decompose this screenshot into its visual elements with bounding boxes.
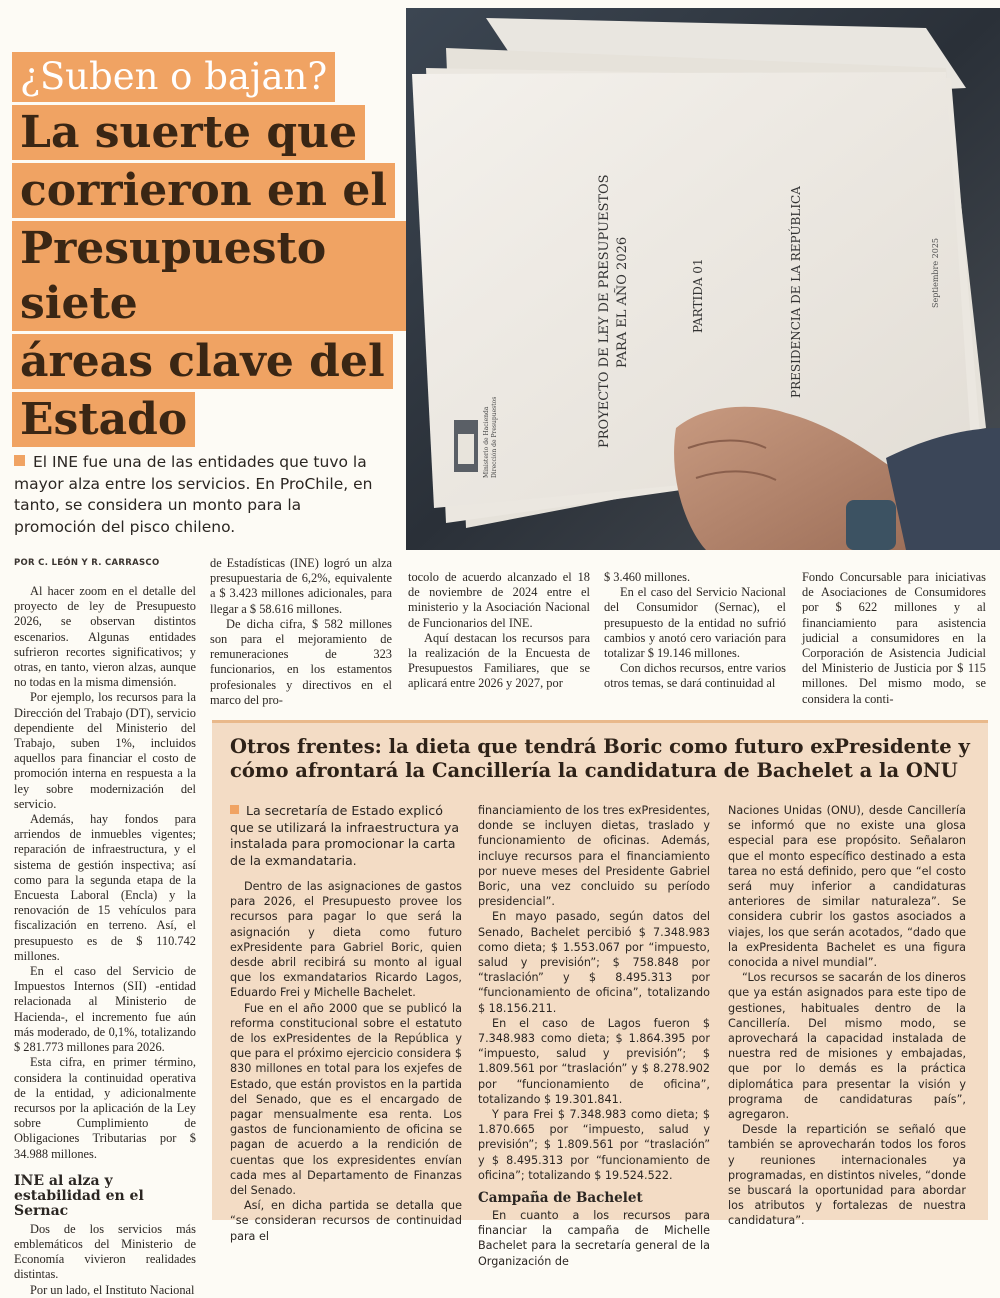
body-column-5 [802, 570, 986, 707]
body-column-3 [408, 570, 590, 692]
paragraph: De dicha cifra, $ 582 millones son para el mejoramiento de remuneraciones de 323 funcionarios, en los estamentos profesionales y directivos en el marco del pro- [210, 616, 392, 707]
box-column-3 [728, 803, 966, 1229]
box-summary-text: La secretaría de Estado explicó que se utilizará la infraestructura ya instalada para promocionar la carta de la exmandataria. [230, 803, 460, 868]
paragraph: Dos de los servicios más emblemáticos del Ministerio de Economía vivieron realidades distintas. [14, 1221, 196, 1282]
paragraph: $ 3.460 millones. [604, 570, 691, 584]
headline-title-line: Presupuesto siete [12, 221, 442, 331]
paragraph: financiamiento de los tres exPresidentes, donde se incluyen dietas, traslado y funcionamiento de oficinas. Además, incluye recursos para el financiamiento por nueve meses del Presidente Gabriel Boric, una vez concluido su período presidencial”. [478, 804, 710, 909]
photo-illustration [406, 8, 1000, 550]
section-subhead: INE al alza y estabilidad en el Sernac [14, 1172, 144, 1219]
article-summary [14, 452, 374, 538]
sidebar-box [212, 720, 988, 1268]
doc-title: PROYECTO DE LEY DE PRESUPUESTOS [597, 174, 612, 448]
paragraph: En el caso de Lagos fueron $ 7.348.983 como dieta; $ 1.864.395 por “impuesto, salud y previsión”; $ 1.809.561 por “traslación” y $ 8.278.902 por “funcionamiento de oficina”, totalizando $ 19.301.841. [478, 1016, 710, 1106]
doc-date: Septiembre 2025 [931, 237, 940, 308]
summary-text: El INE fue una de las entidades que tuvo la mayor alza entre los servicios. En ProChile, en tanto, se considera un monto para la promoción del pisco chileno. [14, 453, 373, 536]
box-column-2 [478, 803, 710, 1269]
paragraph: tocolo de acuerdo alcanzado el 18 de noviembre de 2024 entre el ministerio y la Asociación Nacional de Funcionarios del INE. [408, 570, 590, 630]
box-summary [230, 803, 460, 869]
paragraph: Así, en dicha partida se detalla que “se consideran recursos de continuidad para el [230, 1199, 462, 1243]
headline-block [12, 52, 442, 447]
paragraph: Por ejemplo, los recursos para la Dirección del Trabajo (DT), servicio dependiente del Ministerio del Trabajo, suben 1%, incluidos aquellos para financiar el costo de promoción interna en respuesta a la ley sobre modernización del servicio. [14, 690, 196, 811]
headline-title-line: corrieron en el [12, 163, 395, 218]
byline: POR C. LEÓN Y R. CARRASCO [14, 558, 160, 568]
box-subhead: Campaña de Bachelet [478, 1190, 643, 1207]
headline-title-line: La suerte que [12, 105, 365, 160]
box-column-1 [230, 879, 462, 1244]
doc-presidencia: PRESIDENCIA DE LA REPÚBLICA [789, 186, 803, 398]
paragraph: Además, hay fondos para arriendos de inmuebles vigentes; reparación de infraestructura, y el sistema de gestión inspectiva; así como para la segunda etapa de la Encuesta Laboral (Encla) y la renovación de 15 vehículos para fiscalización en terreno. Así, el presupuesto es de $ 110.742 millones. [14, 812, 196, 963]
paragraph: de Estadísticas (INE) logró un alza presupuestaria de 6,2%, equivalente a $ 3.423 millones adicionales, para llegar a $ 58.616 millones. [210, 556, 392, 616]
paragraph: Con dichos recursos, entre varios otros temas, se dará continuidad al [604, 661, 786, 691]
paragraph: Fondo Concursable para iniciativas de Asociaciones de Consumidores por $ 622 millones y al financiamiento para asistencia judicial a consumidores en la Corporación de Asistencia Judicial del Ministerio de Justicia por $ 115 millones. Del mismo modo, se considera la conti- [802, 570, 986, 706]
paragraph: En cuanto a los recursos para financiar la campaña de Michelle Bachelet para la secretaría general de la Organización de [478, 1209, 710, 1268]
paragraph: Aquí destacan los recursos para la realización de la Encuesta de Presupuestos Familiares, que se aplicará entre 2026 y 2027, por [408, 630, 590, 691]
paragraph: Naciones Unidas (ONU), desde Cancillería se informó que no existe una glosa especial para ese propósito. Señalaron que el monto específico destinado a esta tarea no está definido, pero que “el costo será muy inferior a candidaturas anteriores de similar naturaleza”. Se considera cubrir los gastos asociados a viajes, los que serán acotados, “dado que la exPresidenta Bachelet es una figura conocida a nivel mundial”. [728, 804, 966, 970]
paragraph: “Los recursos se sacarán de los dineros que ya están asignados para este tipo de gestiones, habituales dentro de la Cancillería. Del mismo modo, se aprovechará la capacidad instalada de nuestra red de misiones y embajadas, que por lo demás es la práctica diplomática para presentar la visión y programa de candidaturas país”, agregaron. [728, 971, 966, 1122]
paragraph: Esta cifra, en primer término, considera la continuidad operativa de la entidad, y adicionalmente recursos por la aplicación de la Ley sobre Cumplimiento de Obligaciones Tributarias por $ 34.988 millones. [14, 1055, 196, 1161]
body-column-2 [210, 556, 392, 708]
paragraph: En mayo pasado, según datos del Senado, Bachelet percibió $ 7.348.983 como dieta; $ 1.553.067 por “impuesto, salud y previsión”; $ 758.848 por “traslación” y $ 8.495.313 por “funcionamiento de oficina”, totalizando $ 18.156.211. [478, 910, 710, 1015]
body-column-4 [604, 570, 786, 692]
paragraph: Fue en el año 2000 que se publicó la reforma constitucional sobre el estatuto de los exPresidentes de la República y que para el próximo ejercicio considera $ 830 millones en total para los exjefes de Estado, que están provistos en la partida del Senado, que es el encargado de pagar mensualmente esa renta. Los gastos de funcionamiento de oficina se pagan de acuerdo a la rendición de cuentas que los expresidentes envían cada mes al Departamento de Finanzas del Senado. [230, 1001, 462, 1198]
paragraph: Y para Frei $ 7.348.983 como dieta; $ 1.870.665 por “impuesto, salud y previsión”; $ 1.809.561 por “traslación” y $ 8.495.313 por “funcionamiento de oficina”; totalizando $ 19.524.522. [478, 1108, 710, 1182]
headline-title-line: áreas clave del [12, 334, 393, 389]
paragraph: Por un lado, el Instituto Nacional [30, 1282, 195, 1297]
headline-title-line: Estado [12, 392, 195, 447]
body-column-1 [14, 584, 196, 1298]
summary-bullet-icon [14, 455, 25, 466]
box-bullet-icon [230, 805, 239, 814]
box-title: Otros frentes: la dieta que tendrá Boric como futuro exPresidente y cómo afrontará la Cancillería la candidatura de Bachelet a la ONU [230, 735, 970, 782]
paragraph: Desde la repartición se señaló que también se aprovecharán todos los foros y reuniones internacionales ya programadas, en distintos niveles, “donde se buscará la oportunidad para abordar los atributos y fortalezas de nuestra candidatura”. [728, 1123, 966, 1228]
headline-kicker: ¿Suben o bajan? [12, 52, 335, 102]
doc-partida: PARTIDA 01 [691, 258, 705, 333]
paragraph: En el caso del Servicio de Impuestos Internos (SII) -entidad relacionada al Ministerio de Hacienda-, el incremento fue aún más moderado, de 0,1%, totalizando $ 281.773 millones para 2026. [14, 964, 196, 1055]
watch-strap [846, 500, 896, 550]
paragraph: Al hacer zoom en el detalle del proyecto de ley de Presupuesto 2026, se observan distintos escenarios. Algunas entidades sufrieron recortes significativos; y otras, en tanto, vieron alzas, aunque no todas en la misma dimensión. [14, 584, 196, 690]
seal-text: Dirección de Presupuestos [491, 396, 498, 478]
doc-title: PARA EL AÑO 2026 [615, 236, 630, 368]
seal-text: Ministerio de Hacienda [483, 406, 490, 478]
budget-document-photo [406, 8, 1000, 550]
paragraph: Dentro de las asignaciones de gastos para 2026, el Presupuesto provee los recursos para pagar lo que será la asignación y dieta como futuro exPresidente para Gabriel Boric, quien desde abril recibirá su monto al igual que los exmandatarios Ricardo Lagos, Eduardo Frei y Michelle Bachelet. [230, 880, 462, 1000]
paragraph: En el caso del Servicio Nacional del Consumidor (Sernac), el presupuesto de la entidad no sufrió cambios y anotó cero variación para totalizar $ 19.146 millones. [604, 585, 786, 661]
